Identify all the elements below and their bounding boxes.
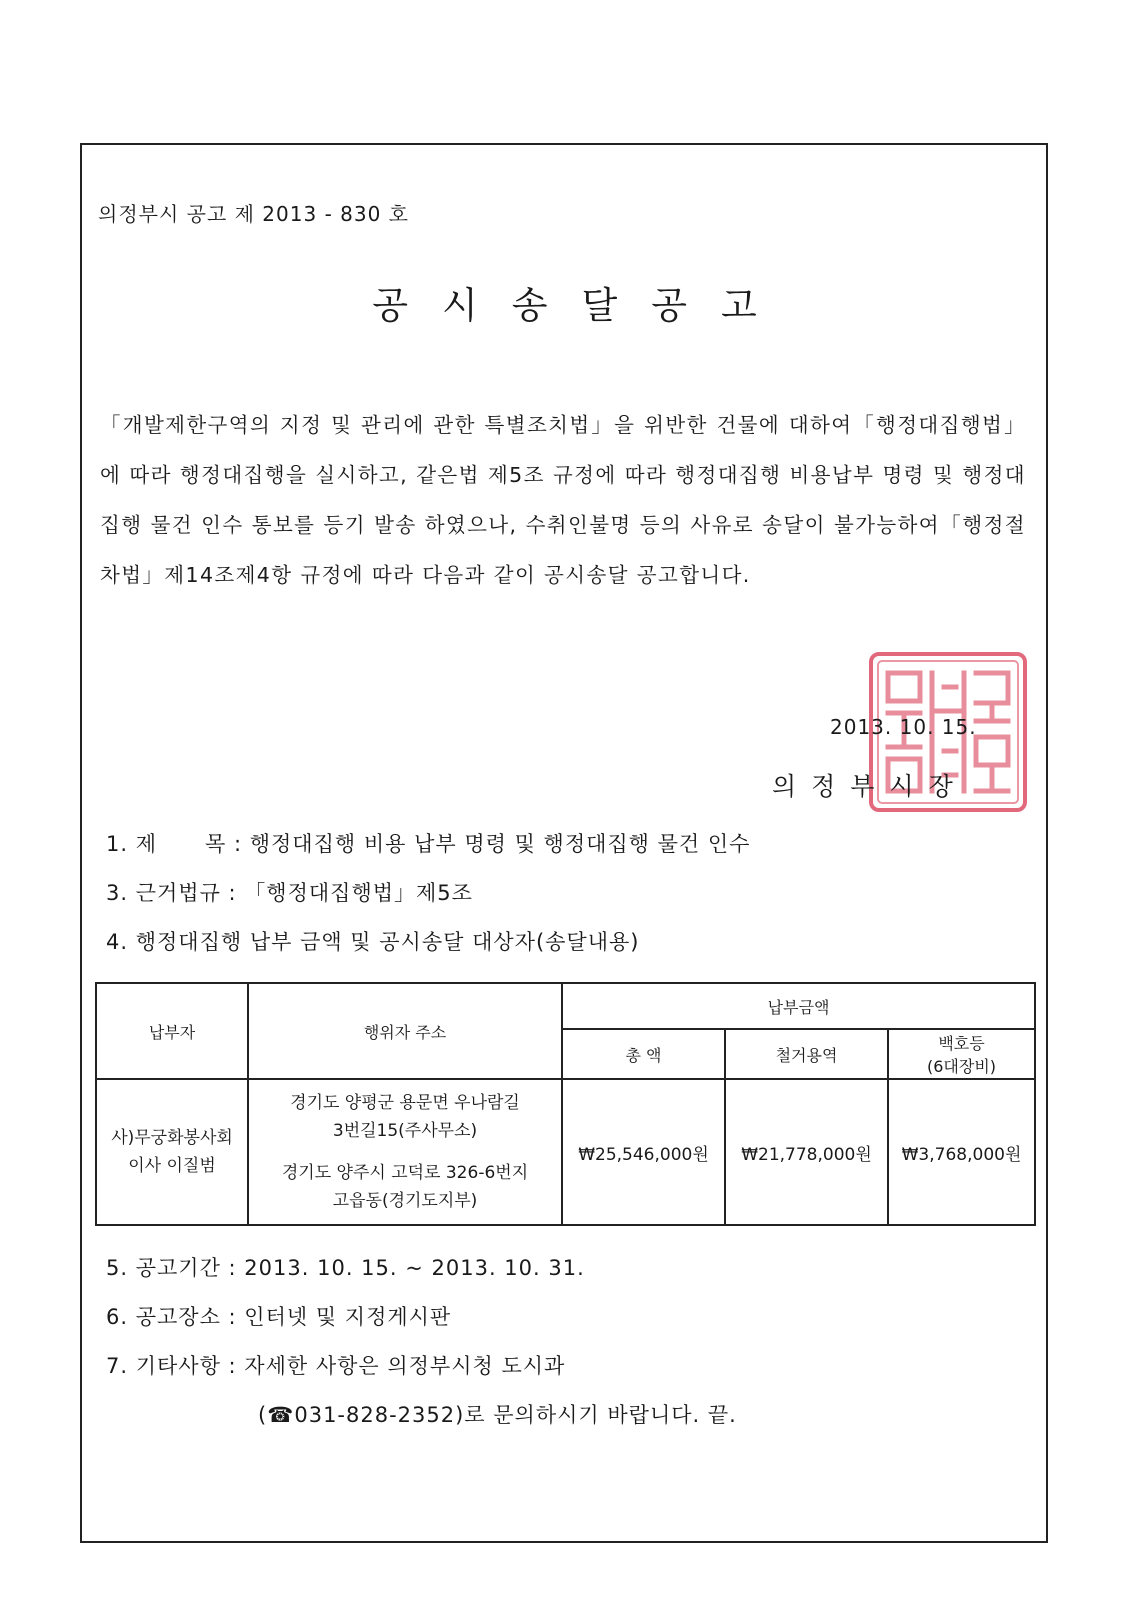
item-subject-label-b: 목 : bbox=[205, 832, 243, 856]
header-equipment-line2: (6대장비) bbox=[926, 1057, 997, 1076]
item-notice-place-value: 인터넷 및 지정게시판 bbox=[244, 1305, 452, 1329]
payer-line2: 이사 이질범 bbox=[128, 1156, 216, 1176]
item-legal-basis-label: 3. 근거법규 : bbox=[106, 881, 237, 905]
item-subject bbox=[106, 828, 750, 858]
table-row bbox=[96, 1079, 1035, 1225]
payment-table bbox=[95, 982, 1036, 1226]
item-other bbox=[106, 1350, 565, 1380]
cell-address bbox=[248, 1079, 562, 1225]
header-payer: 납부자 bbox=[96, 983, 248, 1079]
address-line1: 경기도 양평군 용문면 우나람길 bbox=[290, 1093, 520, 1113]
payer-line1: 사)무궁화봉사회 bbox=[111, 1128, 233, 1148]
address-line4: 고읍동(경기도지부) bbox=[332, 1191, 478, 1211]
item-notice-period bbox=[106, 1252, 585, 1282]
address-line2: 3번길15(주사무소) bbox=[332, 1121, 478, 1141]
notice-date: 2013. 10. 15. bbox=[830, 715, 977, 739]
header-equipment-line1: 백호등 bbox=[938, 1034, 985, 1053]
item-other-label: 7. 기타사항 : bbox=[106, 1354, 237, 1378]
header-address: 행위자 주소 bbox=[248, 983, 562, 1079]
cell-equipment: ₩3,768,000원 bbox=[888, 1079, 1035, 1225]
notice-number: 의정부시 공고 제 2013 - 830 호 bbox=[98, 202, 409, 226]
item-notice-period-label: 5. 공고기간 : bbox=[106, 1256, 237, 1280]
cell-total: ₩25,546,000원 bbox=[562, 1079, 725, 1225]
cell-demolition: ₩21,778,000원 bbox=[725, 1079, 888, 1225]
item-notice-place-label: 6. 공고장소 : bbox=[106, 1305, 237, 1329]
item-other-value: 자세한 사항은 의정부시청 도시과 bbox=[244, 1354, 566, 1378]
header-equipment bbox=[888, 1029, 1035, 1079]
address-line3: 경기도 양주시 고덕로 326-6번지 bbox=[281, 1163, 529, 1183]
item-other-contact: (☎031-828-2352)로 문의하시기 바랍니다. 끝. bbox=[258, 1403, 737, 1427]
issuer-name: 의정부시장 bbox=[772, 772, 968, 801]
body-paragraph: 「개발제한구역의 지정 및 관리에 관한 특별조치법」을 위반한 건물에 대하여「행정대집행법」에 따라 행정대집행을 실시하고, 같은법 제5조 규정에 따라 행정대집행 비용납부 명령 및 행정대집행 물건 인수 통보를 등기 발송 하였으나, 수취인불명 등의 사유로 송달이 불가능하여「행정절차법」제14조제4항 규정에 따라 다음과 같이 공시송달 공고합니다. bbox=[100, 413, 1026, 587]
item-subject-value: 행정대집행 비용 납부 명령 및 행정대집행 물건 인수 bbox=[249, 832, 751, 856]
item-legal-basis bbox=[106, 877, 473, 907]
item-legal-basis-value: 「행정대집행법」제5조 bbox=[244, 881, 473, 905]
item-amount-target: 4. 행정대집행 납부 금액 및 공시송달 대상자(송달내용) bbox=[106, 930, 640, 954]
header-total: 총 액 bbox=[562, 1029, 725, 1079]
document-title: 공시송달공고 bbox=[372, 284, 791, 327]
item-notice-period-value: 2013. 10. 15. ~ 2013. 10. 31. bbox=[244, 1256, 585, 1280]
item-subject-label-a: 1. 제 bbox=[106, 832, 157, 856]
cell-payer bbox=[96, 1079, 248, 1225]
item-notice-place bbox=[106, 1301, 451, 1331]
header-amount-group: 납부금액 bbox=[562, 983, 1035, 1029]
header-demolition: 철거용역 bbox=[725, 1029, 888, 1079]
